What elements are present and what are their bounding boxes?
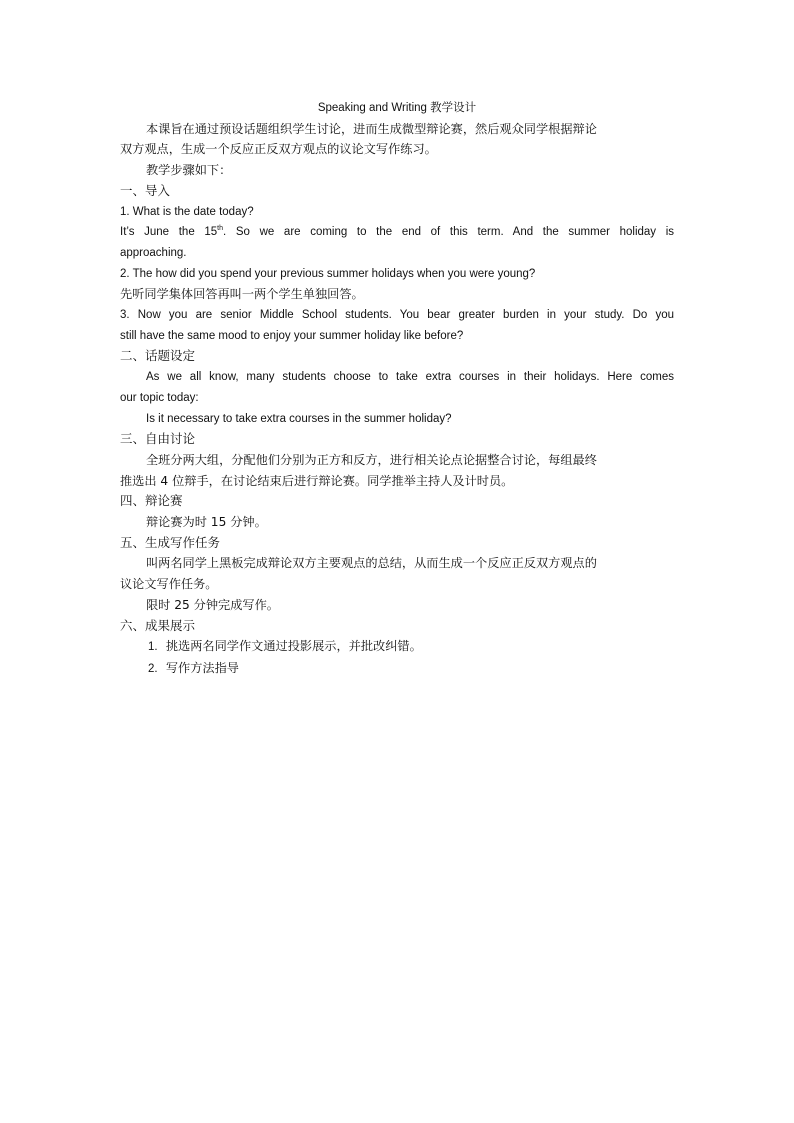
writing-time-limit: 限时 25 分钟完成写作。	[146, 597, 279, 612]
answer-1-line-2: approaching.	[120, 246, 187, 259]
intro-line-1: 本课旨在通过预设话题组织学生讨论，进而生成微型辩论赛，然后观众同学根据辩论	[146, 121, 597, 136]
discussion-line-1: 全班分两大组，分配他们分别为正方和反方，进行相关论点论据整合讨论，每组最终	[146, 452, 597, 467]
showcase-item-number: 2.	[148, 662, 158, 675]
answer-1-line-1	[120, 222, 674, 243]
showcase-item	[120, 636, 674, 658]
section-heading-intro: 一、导入	[120, 182, 171, 198]
topic-question: Is it necessary to take extra courses in the summer holiday?	[146, 412, 452, 425]
topic-intro-line-2: our topic today:	[120, 391, 199, 404]
section-heading-discussion: 三、自由讨论	[120, 431, 196, 447]
section-heading-topic: 二、话题设定	[120, 348, 196, 364]
section-heading-writing-task: 五、生成写作任务	[120, 534, 221, 550]
section-heading-showcase: 六、成果展示	[120, 617, 196, 633]
steps-label: 教学步骤如下：	[146, 163, 232, 178]
question-3-line-1: 3. Now you are senior Middle School students. You bear greater burden in your study. Do you	[120, 309, 674, 322]
answer-1-sup: th	[217, 225, 224, 233]
document-page	[120, 98, 674, 680]
showcase-item-text: 挑选两名同学作文通过投影展示，并批改纠错。	[165, 639, 422, 654]
showcase-item-text: 写作方法指导	[165, 660, 239, 675]
teacher-note: 先听同学集体回答再叫一两个学生单独回答。	[120, 287, 364, 302]
question-3-line-2: still have the same mood to enjoy your summer holiday like before?	[120, 329, 464, 342]
debate-line-1: 辩论赛为时 15 分钟。	[146, 515, 267, 530]
section-heading-debate: 四、辩论赛	[120, 493, 183, 509]
writing-task-line-2: 议论文写作任务。	[120, 577, 218, 592]
showcase-item-number: 1.	[148, 641, 158, 654]
topic-intro-line-1: As we all know, many students choose to take extra courses in their holidays. Here comes	[146, 371, 674, 384]
answer-1-pre: It’s June the 15	[120, 226, 218, 239]
writing-task-line-1: 叫两名同学上黑板完成辩论双方主要观点的总结，从而生成一个反应正反双方观点的	[146, 556, 597, 571]
intro-line-2: 双方观点，生成一个反应正反双方观点的议论文写作练习。	[120, 142, 437, 157]
showcase-item	[120, 658, 674, 680]
discussion-line-2: 推选出 4 位辩手，在讨论结束后进行辩论赛。同学推举主持人及计时员。	[120, 473, 514, 488]
answer-1-post: . So we are coming to the end of this term. And the summer holiday is	[223, 226, 674, 239]
document-title: Speaking and Writing 教学设计	[317, 102, 477, 114]
question-1: 1. What is the date today?	[120, 205, 254, 218]
question-2: 2. The how did you spend your previous summer holidays when you were young?	[120, 267, 536, 280]
